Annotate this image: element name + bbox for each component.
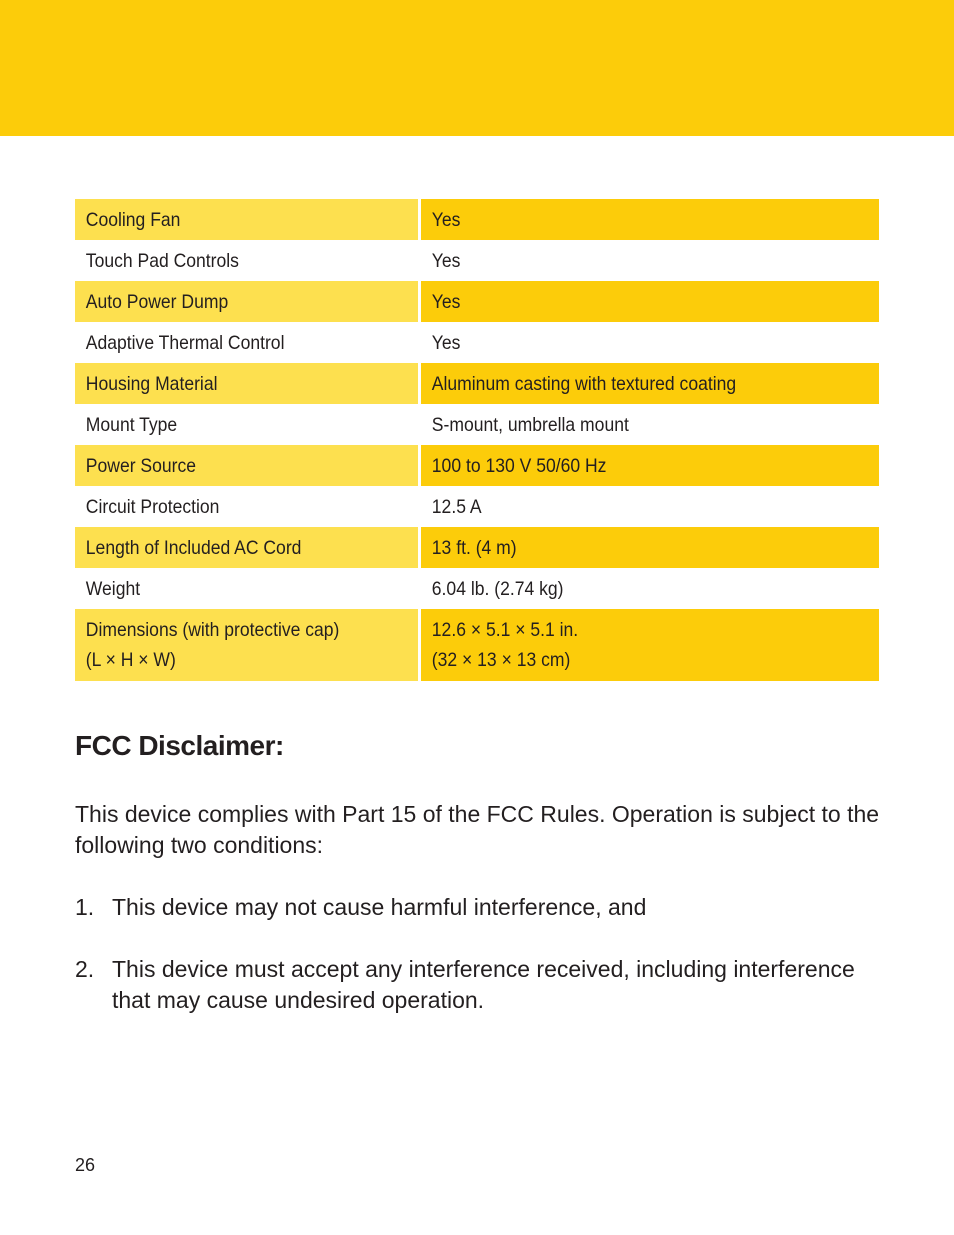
- condition-number: 2.: [75, 956, 95, 982]
- page-number: 26: [75, 1155, 96, 1175]
- condition-text: This device may not cause harmful interference, and: [112, 894, 647, 920]
- spec-label: Housing Material: [85, 372, 218, 395]
- spec-label: Auto Power Dump: [85, 290, 229, 313]
- spec-value: 100 to 130 V 50/60 Hz: [431, 454, 607, 477]
- spec-label: Circuit Protection: [85, 495, 220, 518]
- spec-label: Cooling Fan: [85, 208, 181, 231]
- spec-row: [75, 240, 879, 281]
- spec-label: Touch Pad Controls: [85, 249, 239, 272]
- spec-value: Aluminum casting with textured coating: [431, 372, 737, 395]
- spec-value: Yes: [431, 249, 461, 272]
- spec-label: [75, 609, 350, 681]
- spec-label-line: Dimensions (with protective cap): [85, 619, 340, 641]
- spec-row: [75, 322, 879, 363]
- spec-label: Power Source: [85, 454, 197, 477]
- spec-label-line: (L × H × W): [85, 649, 176, 671]
- spec-value: 12.5 A: [431, 495, 482, 518]
- spec-row: [75, 527, 879, 568]
- spec-row: [75, 445, 879, 486]
- spec-row: [75, 404, 879, 445]
- spec-row: [75, 486, 879, 527]
- spec-label: Length of Included AC Cord: [85, 536, 302, 559]
- spec-value-line: 12.6 × 5.1 × 5.1 in.: [431, 619, 579, 641]
- header-color-band: [0, 0, 954, 136]
- spec-table: [75, 199, 879, 681]
- spec-row: [75, 609, 879, 681]
- spec-row: [75, 363, 879, 404]
- spec-value: [421, 609, 589, 681]
- spec-value: S-mount, umbrella mount: [431, 413, 629, 436]
- spec-row: [75, 568, 879, 609]
- spec-value-line: (32 × 13 × 13 cm): [431, 649, 571, 671]
- fcc-intro: This device complies with Part 15 of the FCC Rules. Operation is subject to the following two conditions:: [75, 801, 880, 858]
- spec-value: Yes: [431, 290, 461, 313]
- spec-label: Weight: [85, 577, 141, 600]
- fcc-heading: FCC Disclaimer:: [75, 730, 284, 761]
- spec-label: Adaptive Thermal Control: [85, 331, 285, 354]
- condition-text: This device must accept any interference received, including interference that may cause undesired operation.: [112, 956, 855, 1013]
- condition-number: 1.: [75, 894, 95, 920]
- spec-row: [75, 199, 879, 240]
- fcc-condition: [75, 892, 895, 923]
- spec-value: 13 ft. (4 m): [431, 536, 517, 559]
- spec-label: Mount Type: [85, 413, 178, 436]
- fcc-condition: [75, 954, 895, 1016]
- spec-value: Yes: [431, 208, 461, 231]
- spec-value: 6.04 lb. (2.74 kg): [431, 577, 564, 600]
- spec-value: Yes: [431, 331, 461, 354]
- spec-row: [75, 281, 879, 322]
